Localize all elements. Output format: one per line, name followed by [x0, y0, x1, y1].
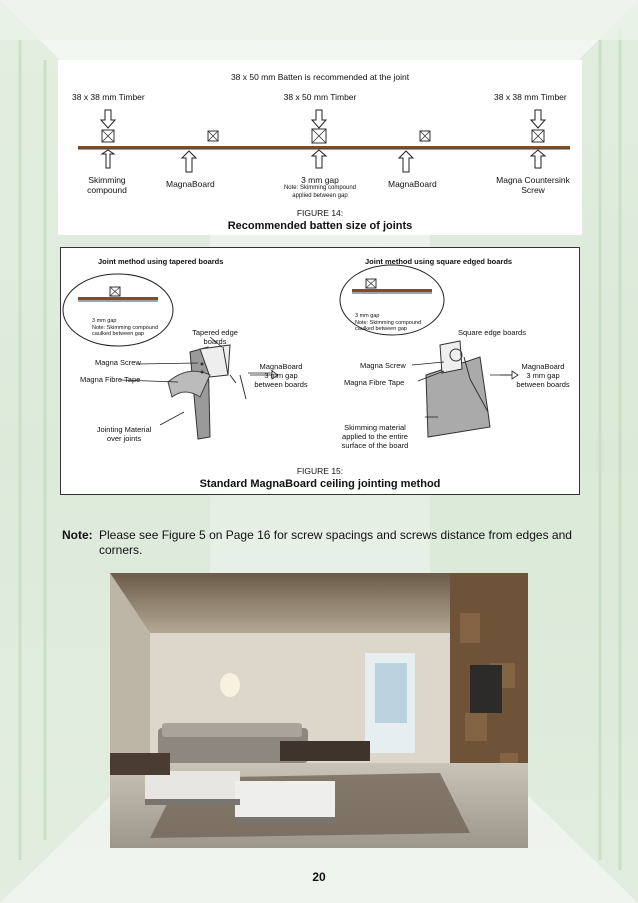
figure-15-diagram: [60, 247, 580, 495]
fig15-right-detail: 3 mm gap Note: Skimming compound caulked between gap: [355, 313, 422, 332]
fig14-timber-right: 38 x 38 mm Timber: [494, 92, 567, 102]
fig15-square: Square edge boards: [458, 328, 526, 337]
fig14-label: FIGURE 14:: [296, 208, 344, 218]
fig15-tapered: Tapered edge boards: [192, 328, 238, 346]
living-room-photo: [110, 573, 528, 848]
fig15-label: FIGURE 15:: [296, 466, 344, 476]
fig14-timber-mid: 38 x 50 mm Timber: [283, 92, 357, 102]
arrow-gap: [312, 150, 326, 168]
arrow-timber-mid: [312, 110, 326, 128]
fig14-skimming: Skimming compound: [87, 175, 127, 195]
note-paragraph: [62, 528, 582, 558]
fig15-tape-left: Magna Fibre Tape: [80, 375, 141, 384]
note-label: Note:: [62, 528, 93, 542]
fig15-mb-right: MagnaBoard 3 mm gap between boards: [516, 362, 570, 389]
fig15-jointing: Jointing Material over joints: [96, 425, 152, 443]
fig14-screw: Magna Countersink Screw: [496, 175, 570, 195]
fig15-screw-left: Magna Screw: [95, 358, 141, 367]
fig15-tape-right: Magna Fibre Tape: [344, 378, 405, 387]
fig15-mb-left: MagnaBoard 3 mm gap between boards: [254, 362, 308, 389]
fig14-caption: Recommended batten size of joints: [227, 220, 413, 232]
square-board-assembly: [426, 341, 490, 437]
tapered-board-assembly: [168, 345, 246, 439]
arrow-screw: [531, 150, 545, 168]
page-number: 20: [312, 870, 326, 884]
fig14-magnaboard-right: MagnaBoard: [388, 179, 437, 189]
fig14-timber-left: 38 x 38 mm Timber: [72, 92, 145, 102]
fig14-header: 38 x 50 mm Batten is recommended at the joint: [230, 72, 410, 82]
fig15-caption: Standard MagnaBoard ceiling jointing method: [199, 478, 441, 490]
arrow-timber-right: [531, 110, 545, 128]
fig15-screw-right: Magna Screw: [360, 361, 406, 370]
fig14-magnaboard-left: MagnaBoard: [166, 179, 215, 189]
arrow-magnaboard-left: [182, 151, 196, 172]
fig15-right-heading: Joint method using square edged boards: [365, 257, 513, 266]
arrow-magnaboard-right: [399, 151, 413, 172]
fig15-skim-material: Skimming material applied to the entire surface of the board: [341, 423, 409, 450]
fig14-gap: 3 mm gap Note: Skimming compound applied between gap: [283, 175, 357, 199]
arrow-skimming: [102, 150, 114, 168]
fig15-left-detail: 3 mm gap Note: Skimming compound caulked between gap: [92, 318, 159, 337]
note-line-2: corners.: [99, 543, 143, 557]
arrow-timber-left: [101, 110, 115, 128]
note-line-1: Please see Figure 5 on Page 16 for screw spacings and screws distance from edges and: [99, 528, 572, 542]
fig15-left-heading: Joint method using tapered boards: [98, 257, 224, 266]
